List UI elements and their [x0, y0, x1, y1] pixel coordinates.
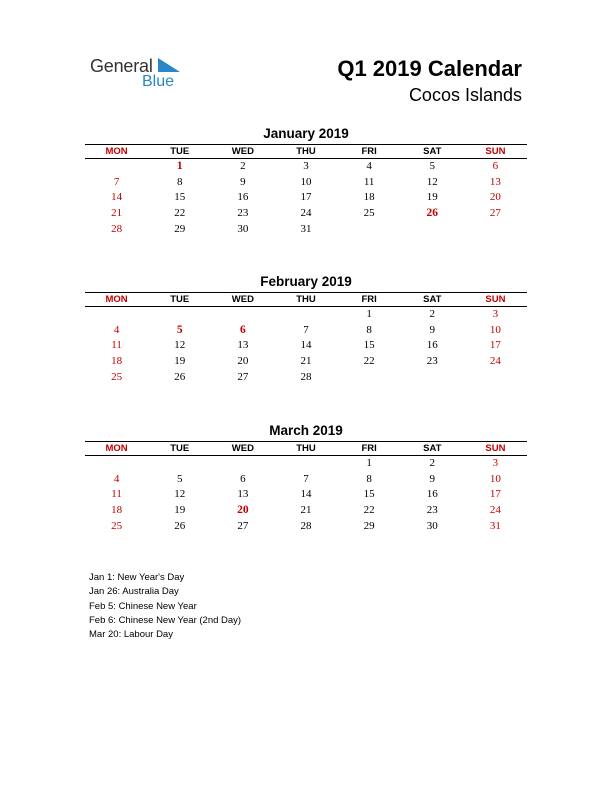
day-cell: 2 [429, 457, 436, 469]
weekday-label: THU [296, 443, 316, 454]
logo-text-general: General [90, 56, 153, 76]
day-cell: 6 [492, 160, 499, 172]
day-cell: 30 [426, 519, 438, 532]
day-cell: 28 [300, 370, 312, 383]
week-row [85, 370, 527, 386]
weekday-label: SUN [485, 443, 506, 454]
weekday-label: TUE [170, 146, 190, 157]
day-cell [464, 370, 527, 386]
week-row [85, 456, 527, 472]
month-march [85, 423, 527, 534]
day-cell [274, 456, 337, 472]
day-cell: 31 [300, 222, 312, 235]
day-cell: 17 [300, 191, 312, 204]
day-cell [338, 370, 401, 386]
day-cell: 15 [174, 191, 186, 204]
day-cell [211, 307, 274, 323]
day-cell: 20 [489, 191, 501, 204]
day-cell: 14 [300, 488, 312, 501]
weekday-label: TUE [170, 443, 190, 454]
day-cell: 23 [426, 504, 438, 517]
day-cell: 10 [489, 323, 501, 336]
day-cell: 26 [174, 370, 186, 383]
day-cell: 15 [363, 488, 375, 501]
holiday-item: Feb 5: Chinese New Year [89, 600, 197, 612]
day-cell: 25 [111, 519, 123, 532]
day-cell: 17 [489, 488, 501, 501]
week-row [85, 323, 527, 339]
day-cell: 23 [426, 355, 438, 368]
day-cell: 26 [426, 207, 439, 220]
holiday-item: Jan 1: New Year's Day [89, 572, 185, 583]
day-cell: 7 [113, 175, 120, 188]
day-cell [211, 456, 274, 472]
weekday-label: FRI [361, 443, 377, 454]
day-cell: 12 [426, 175, 438, 188]
week-row [85, 472, 527, 488]
day-cell: 31 [489, 519, 501, 532]
week-row [85, 190, 527, 206]
day-cell: 21 [300, 355, 312, 368]
day-cell: 15 [363, 339, 375, 352]
day-cell [464, 222, 527, 238]
day-cell: 24 [489, 355, 501, 368]
day-cell [401, 370, 464, 386]
month-title: February 2019 [260, 274, 352, 289]
day-cell: 27 [489, 207, 501, 220]
day-cell: 2 [429, 308, 436, 320]
weekday-label: SAT [423, 294, 442, 305]
day-cell: 29 [174, 222, 186, 235]
holiday-item: Jan 26: Australia Day [89, 586, 179, 598]
day-cell: 21 [300, 504, 312, 517]
weekday-header [85, 292, 527, 307]
day-cell: 8 [366, 472, 372, 485]
day-cell: 12 [174, 488, 186, 501]
logo-text-blue: Blue [142, 73, 175, 90]
day-cell [401, 222, 464, 238]
day-cell: 30 [237, 222, 249, 235]
day-cell: 1 [366, 457, 372, 469]
day-cell: 9 [429, 323, 436, 336]
week-row [85, 503, 527, 519]
day-cell: 13 [237, 488, 249, 501]
day-cell: 25 [111, 370, 123, 383]
weekday-label: MON [105, 443, 128, 454]
weekday-label: SUN [485, 146, 506, 157]
day-cell: 24 [300, 207, 312, 220]
day-cell: 6 [239, 323, 246, 336]
day-cell [85, 159, 148, 175]
day-cell: 22 [174, 207, 186, 220]
month-title: March 2019 [269, 423, 343, 438]
day-cell: 8 [366, 323, 372, 336]
day-cell: 27 [237, 519, 249, 532]
day-cell: 5 [176, 472, 183, 485]
day-cell: 4 [366, 160, 372, 172]
month-january [85, 126, 527, 237]
day-cell: 19 [174, 504, 186, 517]
day-cell: 3 [303, 160, 309, 172]
day-cell: 25 [363, 207, 375, 220]
page-subtitle: Cocos Islands [408, 85, 522, 105]
day-cell: 18 [111, 504, 123, 517]
day-cell: 19 [174, 355, 186, 368]
day-cell: 17 [489, 339, 501, 352]
day-cell: 11 [363, 175, 375, 188]
day-cell: 7 [303, 323, 309, 336]
day-cell: 18 [363, 191, 375, 204]
day-cell: 23 [237, 207, 249, 220]
weekday-label: MON [105, 294, 128, 305]
weekday-label: THU [296, 294, 316, 305]
day-cell: 22 [363, 355, 375, 368]
day-cell [274, 307, 337, 323]
day-cell: 3 [492, 457, 499, 469]
day-cell: 4 [113, 472, 120, 485]
holiday-item: Mar 20: Labour Day [89, 629, 173, 641]
day-cell: 24 [489, 504, 501, 517]
day-cell [148, 307, 211, 323]
holiday-list [89, 571, 241, 642]
day-cell: 16 [426, 488, 438, 501]
page-title: Q1 2019 Calendar [337, 56, 522, 81]
weekday-label: SUN [485, 294, 506, 305]
week-row [85, 307, 527, 323]
week-row [85, 487, 527, 503]
day-cell: 13 [489, 175, 501, 188]
day-cell: 28 [111, 222, 123, 235]
weekday-label: WED [231, 294, 254, 305]
weekday-label: SAT [423, 146, 442, 157]
day-cell: 11 [111, 339, 122, 352]
day-cell [338, 222, 401, 238]
day-cell: 10 [300, 175, 312, 188]
day-cell: 21 [111, 207, 123, 220]
week-row [85, 338, 527, 354]
week-row [85, 175, 527, 191]
day-cell: 1 [176, 160, 183, 172]
day-cell: 5 [429, 160, 436, 172]
logo-flag-icon [158, 58, 180, 72]
day-cell: 26 [174, 519, 186, 532]
weekday-header [85, 441, 527, 456]
day-cell: 6 [240, 472, 246, 485]
day-cell: 13 [237, 339, 249, 352]
day-cell: 3 [492, 308, 499, 320]
day-cell: 4 [113, 323, 120, 336]
day-cell [85, 456, 148, 472]
day-cell: 8 [176, 175, 183, 188]
day-cell: 28 [300, 519, 312, 532]
day-cell: 20 [237, 504, 249, 517]
weekday-label: MON [105, 146, 128, 157]
month-title: January 2019 [263, 126, 349, 141]
day-cell: 20 [237, 355, 249, 368]
weekday-label: THU [296, 146, 316, 157]
day-cell [85, 307, 148, 323]
day-cell: 11 [111, 488, 122, 501]
weekday-label: WED [231, 146, 254, 157]
weekday-label: FRI [361, 294, 377, 305]
day-cell: 19 [426, 191, 438, 204]
day-cell: 1 [366, 308, 372, 320]
weekday-label: WED [231, 443, 254, 454]
weekday-header [85, 144, 527, 159]
week-row [85, 206, 527, 222]
holiday-item: Feb 6: Chinese New Year (2nd Day) [89, 614, 242, 626]
day-cell: 16 [237, 191, 249, 204]
weekday-label: TUE [170, 294, 190, 305]
weekday-label: SAT [423, 443, 442, 454]
week-row [85, 222, 527, 238]
day-cell: 14 [300, 339, 312, 352]
day-cell: 14 [111, 191, 123, 204]
brand-logo [90, 56, 190, 96]
week-row [85, 354, 527, 370]
day-cell: 18 [111, 355, 123, 368]
day-cell: 7 [303, 472, 309, 485]
day-cell: 9 [429, 472, 436, 485]
day-cell: 29 [363, 519, 375, 532]
day-cell: 27 [237, 370, 249, 383]
day-cell: 22 [363, 504, 375, 517]
week-row [85, 519, 527, 535]
week-row [85, 159, 527, 175]
day-cell: 16 [426, 339, 438, 352]
month-february [85, 274, 527, 385]
day-cell: 2 [240, 160, 246, 172]
weekday-label: FRI [361, 146, 377, 157]
day-cell: 12 [174, 339, 186, 352]
day-cell: 10 [489, 472, 501, 485]
day-cell: 9 [240, 175, 246, 188]
day-cell [148, 456, 211, 472]
day-cell: 5 [176, 323, 183, 336]
